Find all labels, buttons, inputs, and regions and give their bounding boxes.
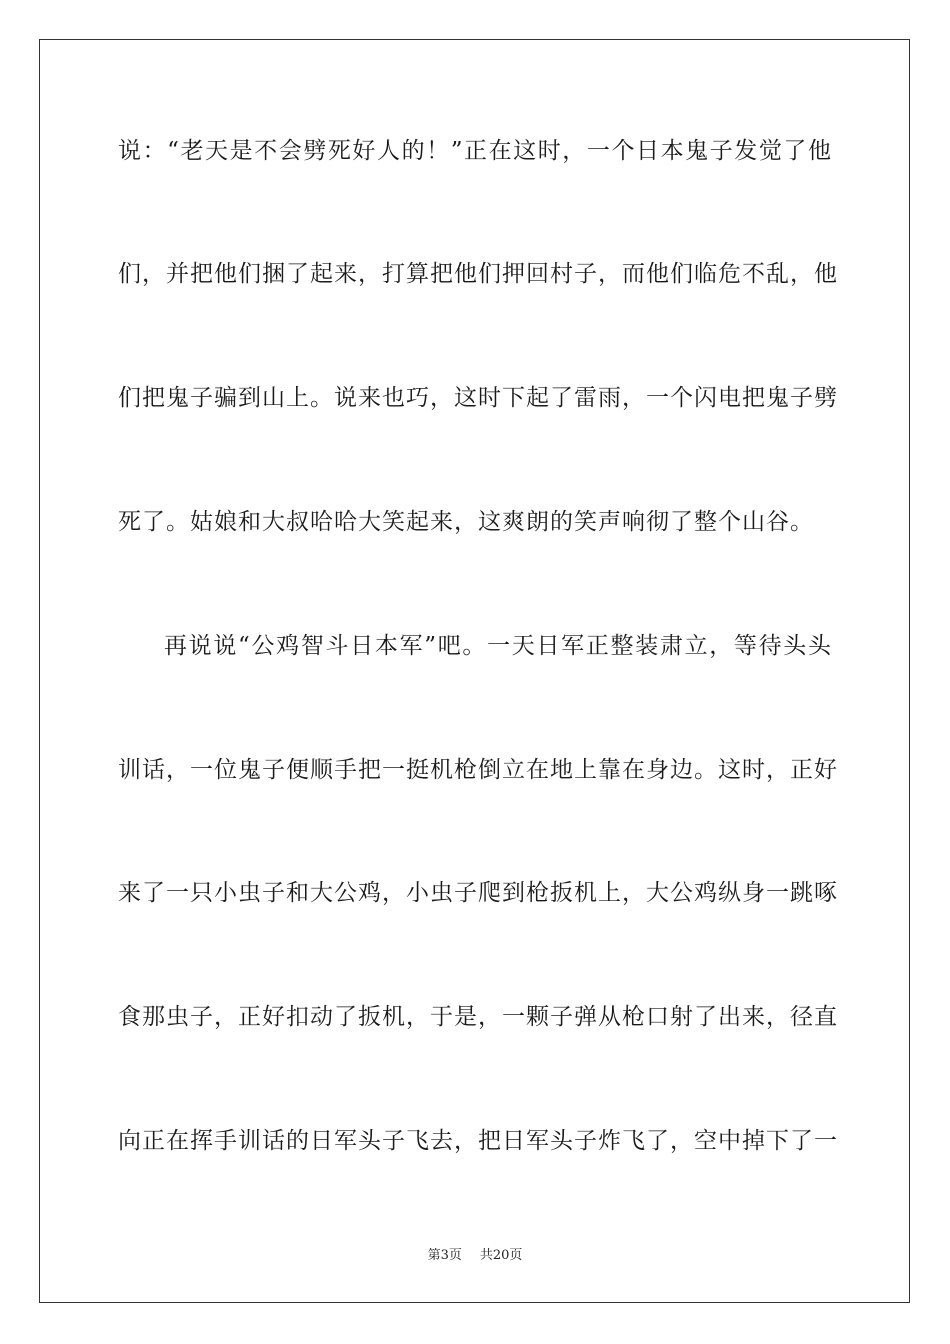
page-border <box>39 39 910 1303</box>
page-total: 共20页 <box>479 1248 523 1263</box>
paragraph-line: 食那虫子，正好扣动了扳机，于是，一颗子弹从枪口射了出来，径直 <box>118 1004 838 1030</box>
paragraph-line: 们，并把他们捆了起来，打算把他们押回村子，而他们临危不乱，他 <box>118 261 838 287</box>
paragraph-line: 训话，一位鬼子便顺手把一挺机枪倒立在地上靠在身边。这时，正好 <box>118 757 838 783</box>
paragraph-line: 说：“老天是不会劈死好人的！”正在这时，一个日本鬼子发觉了他 <box>118 138 832 164</box>
page-footer <box>0 1247 950 1265</box>
paragraph-line: 来了一只小虫子和大公鸡，小虫子爬到枪扳机上，大公鸡纵身一跳啄 <box>118 880 838 906</box>
paragraph-line: 再说说“公鸡智斗日本军”吧。一天日军正整装肃立，等待头头 <box>164 633 832 659</box>
paragraph-line: 死了。姑娘和大叔哈哈大笑起来，这爽朗的笑声响彻了整个山谷。 <box>118 509 814 535</box>
paragraph-line: 们把鬼子骗到山上。说来也巧，这时下起了雷雨，一个闪电把鬼子劈 <box>118 385 838 411</box>
paragraph-line: 向正在挥手训话的日军头子飞去，把日军头子炸飞了，空中掉下了一 <box>118 1128 838 1154</box>
page-number: 第3页 <box>427 1248 462 1263</box>
